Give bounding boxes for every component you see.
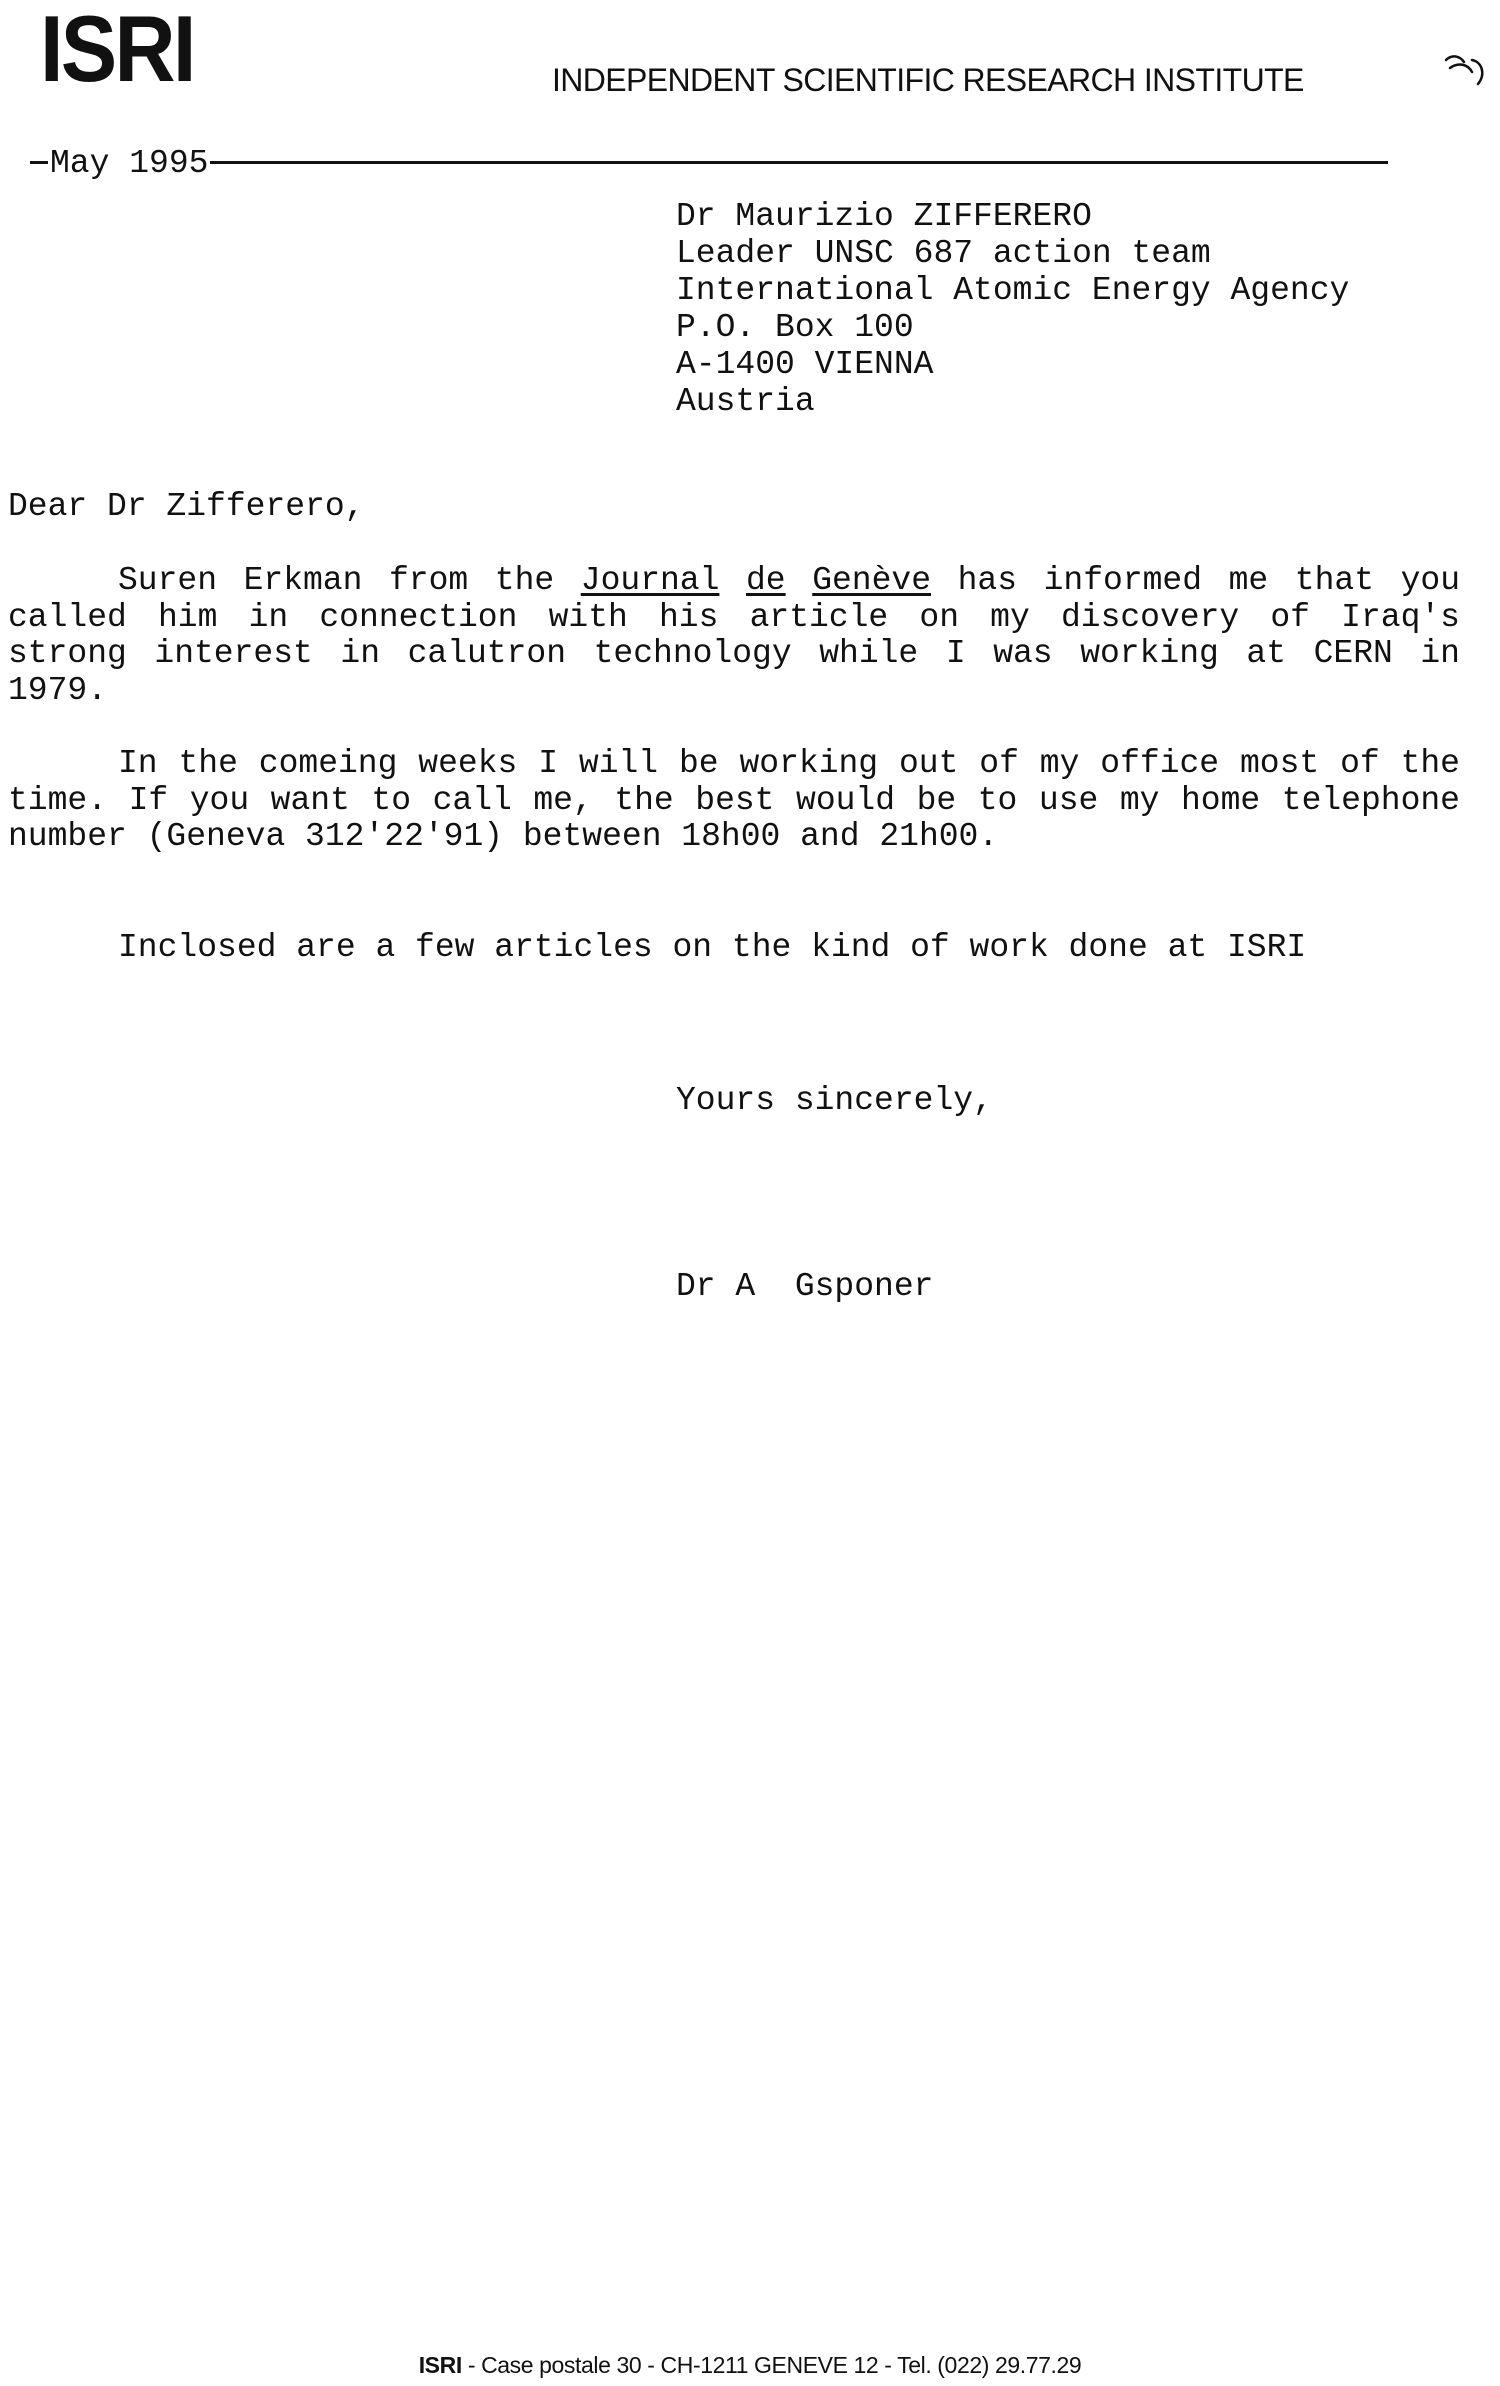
address-line: Dr Maurizio ZIFFERERO xyxy=(676,198,1092,235)
address-line: A-1400 VIENNA xyxy=(676,346,934,383)
body-paragraph-3: Inclosed are a few articles on the kind of work done at ISRI xyxy=(118,929,1307,966)
recipient-address xyxy=(676,198,1349,420)
journal-title-word: Journal xyxy=(580,562,720,599)
journal-title-word: de xyxy=(746,562,786,599)
address-line: Leader UNSC 687 action team xyxy=(676,235,1211,272)
isri-logo: ISRI xyxy=(40,0,194,101)
closing: Yours sincerely, xyxy=(676,1082,993,1119)
address-line: International Atomic Energy Agency xyxy=(676,272,1350,309)
paragraph-text: has informed me that you called him in connection with his article on my discovery of Iraq's strong interest in calutron technology while I was working at CERN in 1979. xyxy=(8,562,1460,709)
footer-address: - Case postale 30 - CH-1211 GENEVE 12 - Tel. (022) 29.77.29 xyxy=(461,2352,1082,2378)
signature-name: Dr A Gsponer xyxy=(676,1268,934,1305)
institute-name: INDEPENDENT SCIENTIFIC RESEARCH INSTITUTE xyxy=(552,62,1304,98)
handwritten-mark-icon xyxy=(1442,50,1490,94)
body-paragraph-2: In the comeing weeks I will be working out of my office most of the time. If you want to call me, the best would be to use my home telephone number (Geneva 312'22'91) between 18h00 and 21h00. xyxy=(8,745,1460,855)
address-line: P.O. Box 100 xyxy=(676,309,914,346)
salutation: Dear Dr Zifferero, xyxy=(8,488,365,525)
footer xyxy=(0,2354,1500,2377)
letter-date: May 1995 xyxy=(50,145,209,182)
footer-org: ISRI xyxy=(418,2352,462,2378)
paragraph-text: Suren Erkman from the xyxy=(118,562,581,599)
body-paragraph-1 xyxy=(8,563,1460,709)
journal-title-word: Genève xyxy=(812,562,932,599)
header-rule xyxy=(30,161,1388,164)
address-line: Austria xyxy=(676,383,815,420)
